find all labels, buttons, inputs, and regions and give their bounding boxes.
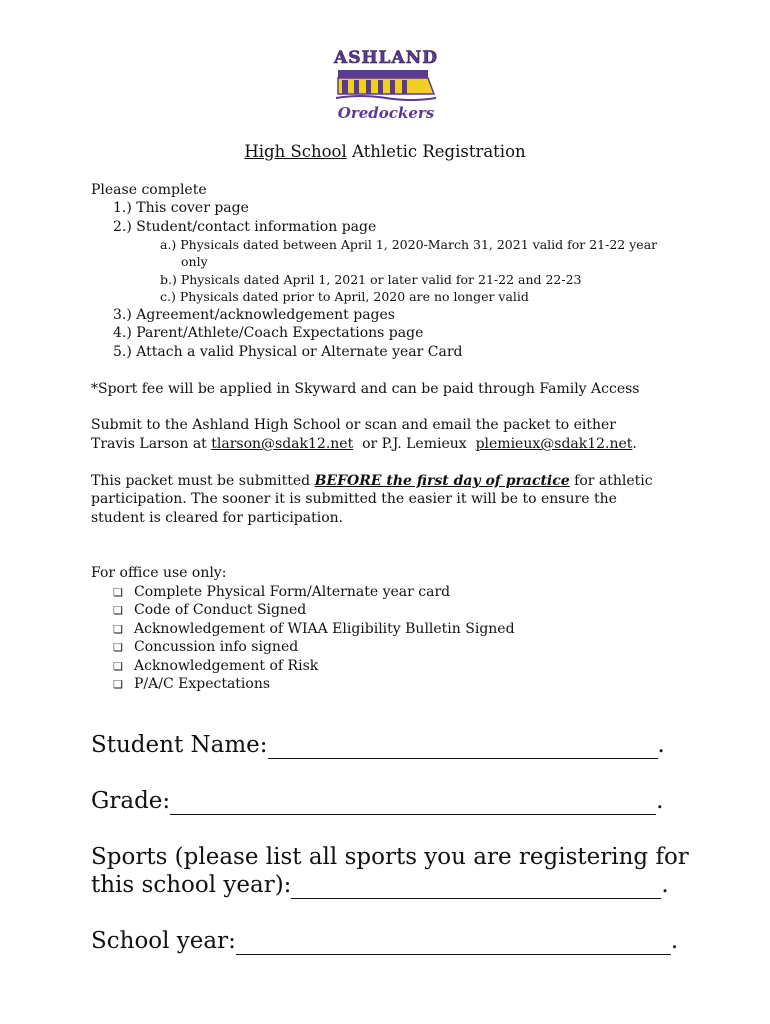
submit-line-1: Submit to the Ashland High School or scan and email the packet to either — [91, 417, 616, 433]
step-2b: b.) Physicals dated April 1, 2021 or later valid for 21-22 and 22-23 — [160, 272, 582, 287]
student-name-field — [91, 732, 665, 759]
student-name-label: Student Name: — [91, 732, 268, 758]
step-3: 3.) Agreement/acknowledgement pages — [113, 307, 395, 323]
ore-dock-icon — [336, 68, 436, 104]
office-checklist-label: P/A/C Expectations — [134, 676, 271, 692]
end-mark: . — [670, 928, 679, 954]
deadline-line-1 — [91, 472, 653, 490]
checkbox-icon[interactable]: ❏ — [113, 586, 123, 599]
checkbox-icon[interactable]: ❏ — [113, 659, 123, 673]
deadline-emphasis: BEFORE the first day of practice — [314, 473, 570, 489]
grade-blank[interactable] — [170, 794, 656, 815]
school-year-blank[interactable] — [236, 934, 671, 955]
step-5: 5.) Attach a valid Physical or Alternate year Card — [113, 344, 463, 360]
sports-blank[interactable] — [291, 878, 661, 899]
office-checklist-label: Complete Physical Form/Alternate year card — [134, 584, 451, 600]
title-underlined: High School — [244, 142, 347, 161]
office-checklist-item — [113, 583, 450, 602]
intro-text: Please complete — [91, 182, 207, 198]
page-title — [0, 142, 770, 161]
checkbox-icon[interactable]: ❏ — [113, 604, 123, 618]
step-2a-cont: only — [181, 254, 208, 269]
office-checklist-label: Concussion info signed — [134, 639, 299, 656]
submit-text-b: or P.J. Lemieux — [353, 436, 476, 452]
end-mark: . — [656, 788, 664, 814]
office-checklist-item — [113, 638, 298, 657]
submit-line-2 — [91, 435, 637, 453]
office-checklist-label: Acknowledgement of WIAA Eligibility Bulletin Signed — [134, 620, 515, 637]
school-year-label: School year: — [91, 928, 236, 954]
logo-top-text: ASHLAND — [334, 48, 438, 68]
deadline-line-3: student is cleared for participation. — [91, 510, 344, 526]
office-checklist-label: Code of Conduct Signed — [134, 602, 307, 619]
end-mark: . — [661, 872, 669, 898]
step-2: 2.) Student/contact information page — [113, 219, 377, 235]
checkbox-icon[interactable]: ❏ — [113, 678, 123, 691]
step-2c: c.) Physicals dated prior to April, 2020 are no longer valid — [160, 289, 529, 304]
fee-note: *Sport fee will be applied in Skyward and can be paid through Family Access — [91, 381, 640, 397]
office-checklist-item — [113, 657, 318, 676]
office-checklist-item — [113, 675, 270, 694]
school-logo — [330, 46, 442, 128]
office-checklist-item — [113, 601, 306, 620]
deadline-line-2: participation. The sooner it is submitted the easier it will be to ensure the — [91, 491, 617, 507]
title-rest: Athletic Registration — [346, 142, 526, 161]
grade-field — [91, 788, 663, 815]
email-link-larson[interactable]: tlarson@sdak12.net — [211, 436, 354, 452]
grade-label: Grade: — [91, 788, 171, 814]
submit-text-c: . — [632, 436, 637, 452]
office-heading: For office use only: — [91, 565, 227, 581]
school-year-field — [91, 928, 678, 955]
office-checklist-label: Acknowledgement of Risk — [134, 657, 319, 674]
office-checklist-item — [113, 620, 515, 639]
end-mark: . — [657, 732, 665, 758]
deadline-text-a: This packet must be submitted — [91, 473, 315, 489]
step-1: 1.) This cover page — [113, 200, 249, 216]
sports-label-line-1: Sports (please list all sports you are registering for — [91, 844, 689, 870]
submit-text-a: Travis Larson at — [91, 436, 212, 452]
deadline-text-b: for athletic — [569, 473, 653, 489]
checkbox-icon[interactable]: ❏ — [113, 641, 123, 655]
logo-bottom-text: Oredockers — [337, 104, 435, 122]
checkbox-icon[interactable]: ❏ — [113, 622, 123, 636]
step-2a: a.) Physicals dated between April 1, 2020-March 31, 2021 valid for 21-22 year — [160, 237, 658, 252]
email-link-lemieux[interactable]: plemieux@sdak12.net — [475, 436, 633, 452]
student-name-blank[interactable] — [268, 738, 658, 759]
sports-field — [91, 872, 669, 899]
sports-label-line-2: this school year): — [91, 872, 292, 898]
step-4: 4.) Parent/Athlete/Coach Expectations page — [113, 325, 424, 341]
